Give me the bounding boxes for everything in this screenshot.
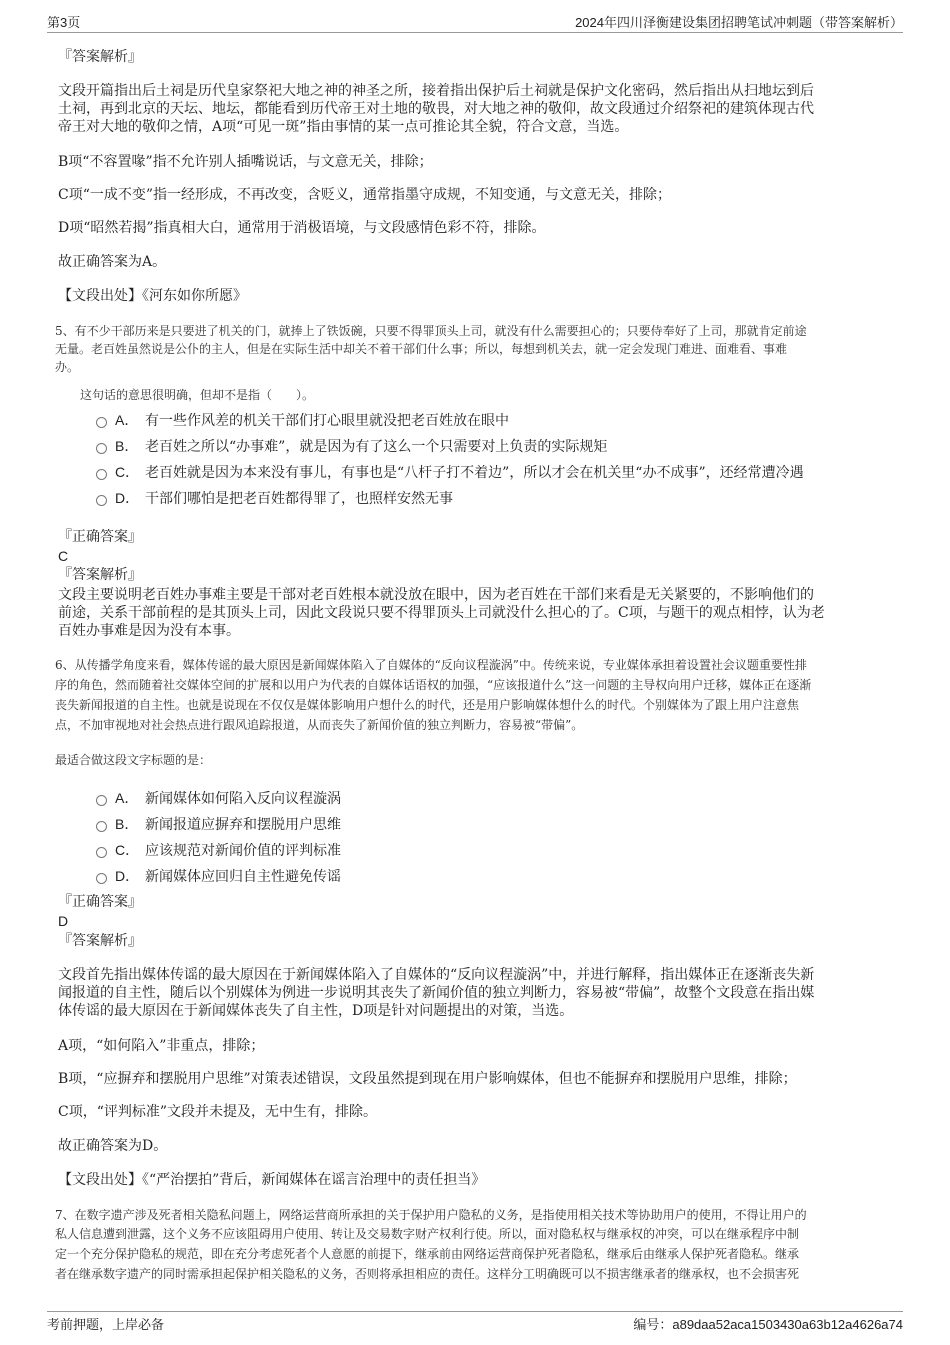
radio-icon[interactable]: [96, 821, 107, 832]
document-id: 编号：a89daa52aca1503430a63b12a4626a74: [633, 1317, 903, 1332]
q5-answer: C: [58, 548, 69, 564]
q6-analysis-line-3: 体传谣的最大原因在于新闻媒体丧失了自主性，D项是针对问题提出的对策，当选。: [58, 1003, 574, 1019]
q5-option-c[interactable]: C． 老百姓就是因为本来没有事儿，有事也是“八杆子打不着边”，所以才会在机关里“办不成事”，还经常遭冷遇: [96, 462, 804, 482]
q5-stem-line-1: 5、有不少干部历来是只要进了机关的门，就捧上了铁饭碗，只要不得罪顶头上司，就没有什么需要担心的；只要侍奉好了上司，那就肯定前途: [55, 324, 807, 338]
q6-conclusion: 故正确答案为D。: [58, 1138, 168, 1154]
q4-conclusion: 故正确答案为A。: [58, 254, 167, 270]
q6-option-b[interactable]: B． 新闻报道应摒弃和摆脱用户思维: [96, 814, 341, 834]
q4-analysis-line-1: 文段开篇指出后土祠是历代皇家祭祀大地之神的神圣之所，接着指出保护后土祠就是保护文化密码，然后指出从扫地坛到后: [58, 83, 814, 99]
q6-answer: D: [58, 913, 69, 929]
q6-stem-line-2: 序的角色，然而随着社交媒体空间的扩展和以用户为代表的自媒体话语权的加强，“应该报道什么”这一问题的主导权向用户迁移，媒体正在逐渐: [55, 678, 812, 692]
radio-icon[interactable]: [96, 873, 107, 884]
q6-analysis-line-1: 文段首先指出媒体传谣的最大原因在于新闻媒体陷入了自媒体的“反向议程漩涡”中，并进行解释，指出媒体正在逐渐丧失新: [58, 967, 815, 983]
q5-stem-line-3: 办。: [55, 360, 80, 374]
q6-source: 【文段出处】《“严治摆拍”背后，新闻媒体在谣言治理中的责任担当》: [58, 1172, 486, 1188]
q7-stem-line-1: 7、在数字遗产涉及死者相关隐私问题上，网络运营商所承担的关于保护用户隐私的义务，是指使用相关技术等协助用户的使用，不得让用户的: [55, 1208, 807, 1222]
q6-option-a[interactable]: A． 新闻媒体如何陷入反向议程漩涡: [96, 788, 341, 808]
q4-option-c-note: C项“一成不变”指一经形成，不再改变，含贬义，通常指墨守成规，不知变通，与文意无关，排除；: [58, 187, 672, 203]
q6-stem-line-3: 丧失新闻报道的自主性。也就是说现在不仅仅是媒体影响用户想什么的时代，还是用户影响媒体想什么的时代。个别媒体为了跟上用户注意焦: [55, 698, 800, 712]
radio-icon[interactable]: [96, 443, 107, 454]
q4-analysis-label: 『答案解析』: [58, 49, 142, 65]
footer-slogan: 考前押题，上岸必备: [47, 1317, 165, 1332]
footer-divider: [47, 1311, 903, 1312]
q4-analysis-line-3: 帝王对大地的敬仰之情，A项“可见一斑”指由事情的某一点可推论其全貌，符合文意，当选。: [58, 119, 629, 135]
header-divider: [47, 32, 903, 33]
q5-analysis-line-2: 前途，关系干部前程的是其顶头上司，因此文段说只要不得罪顶头上司就没什么担心的了。C项，与题干的观点相悖，认为老: [58, 605, 825, 621]
q5-analysis-line-1: 文段主要说明老百姓办事难主要是干部对老百姓根本就没放在眼中，因为老百姓在干部们来看是无关紧要的，不影响他们的: [58, 587, 814, 603]
q6-option-b-note: B项，“应摒弃和摆脱用户思维”对策表述错误，文段虽然提到现在用户影响媒体，但也不能摒弃和摆脱用户思维，排除；: [58, 1071, 797, 1087]
q7-stem-line-4: 者在继承数字遗产的同时需承担起保护相关隐私的义务，否则将承担相应的责任。这样分工明确既可以不损害继承者的继承权，也不会损害死: [55, 1267, 800, 1281]
q6-stem-line-4: 点，不加审视地对社会热点进行跟风追踪报道，从而丧失了新闻价值的独立判断力，容易被“带偏”。: [55, 718, 584, 732]
q6-question: 最适合做这段文字标题的是：: [55, 753, 212, 767]
q5-option-b[interactable]: B． 老百姓之所以“办事难”，就是因为有了这么一个只需要对上负责的实际规矩: [96, 436, 607, 456]
q4-option-d-note: D项“昭然若揭”指真相大白，通常用于消极语境，与文段感情色彩不符，排除。: [58, 220, 546, 236]
q7-stem-line-3: 定一个充分保护隐私的规范，即在充分考虑死者个人意愿的前提下，继承前由网络运营商保护死者隐私，继承后由继承人保护死者隐私。继承: [55, 1247, 800, 1261]
q6-option-a-note: A项，“如何陷入”非重点，排除；: [58, 1038, 265, 1054]
q7-stem-line-2: 私人信息遭到泄露，这个义务不应该阻碍用户使用、转让及交易数字财产权利行使。所以，面对隐私权与继承权的冲突，可以在继承程序中制: [55, 1227, 800, 1241]
q4-analysis-line-2: 土祠，再到北京的天坛、地坛，都能看到历代帝王对土地的敬畏，对大地之神的敬仰，故文段通过介绍祭祀的建筑体现古代: [58, 101, 814, 117]
q6-option-c[interactable]: C． 应该规范对新闻价值的评判标准: [96, 840, 341, 860]
q5-answer-label: 『正确答案』: [58, 529, 142, 545]
q4-source: 【文段出处】《河东如你所愿》: [58, 288, 247, 304]
q6-stem-line-1: 6、从传播学角度来看，媒体传谣的最大原因是新闻媒体陷入了自媒体的“反向议程漩涡”中。传统来说，专业媒体承担着设置社会议题重要性排: [55, 658, 807, 672]
document-title: 2024年四川泽衡建设集团招聘笔试冲刺题（带答案解析）: [575, 15, 903, 30]
page-header: [47, 10, 903, 32]
radio-icon[interactable]: [96, 417, 107, 428]
q4-option-b-note: B项“不容置喙”指不允许别人插嘴说话，与文意无关，排除；: [58, 154, 433, 170]
radio-icon[interactable]: [96, 795, 107, 806]
radio-icon[interactable]: [96, 469, 107, 480]
q5-analysis-label: 『答案解析』: [58, 567, 142, 583]
radio-icon[interactable]: [96, 847, 107, 858]
radio-icon[interactable]: [96, 495, 107, 506]
q5-question: 这句话的意思很明确，但却不是指（ ）。: [80, 388, 315, 402]
q6-answer-label: 『正确答案』: [58, 894, 142, 910]
q6-analysis-label: 『答案解析』: [58, 933, 142, 949]
q5-option-d[interactable]: D． 干部们哪怕是把老百姓都得罪了，也照样安然无事: [96, 488, 453, 508]
page-number: 第3页: [47, 15, 81, 30]
q6-option-c-note: C项，“评判标准”文段并未提及，无中生有，排除。: [58, 1104, 378, 1120]
page-footer: [47, 1314, 903, 1334]
q6-option-d[interactable]: D． 新闻媒体应回归自主性避免传谣: [96, 866, 341, 886]
q5-option-a[interactable]: A． 有一些作风差的机关干部们打心眼里就没把老百姓放在眼中: [96, 410, 509, 430]
q5-analysis-line-3: 百姓办事难是因为没有本事。: [58, 623, 240, 639]
q5-stem-line-2: 无量。老百姓虽然说是公仆的主人，但是在实际生活中却关不着干部们什么事；所以，每想到机关去，就一定会发现门难进、面难看、事难: [55, 342, 788, 356]
q6-analysis-line-2: 闻报道的自主性，随后以个别媒体为例进一步说明其丧失了新闻价值的独立判断力，容易被“带偏”，故整个文段意在指出媒: [58, 985, 815, 1001]
